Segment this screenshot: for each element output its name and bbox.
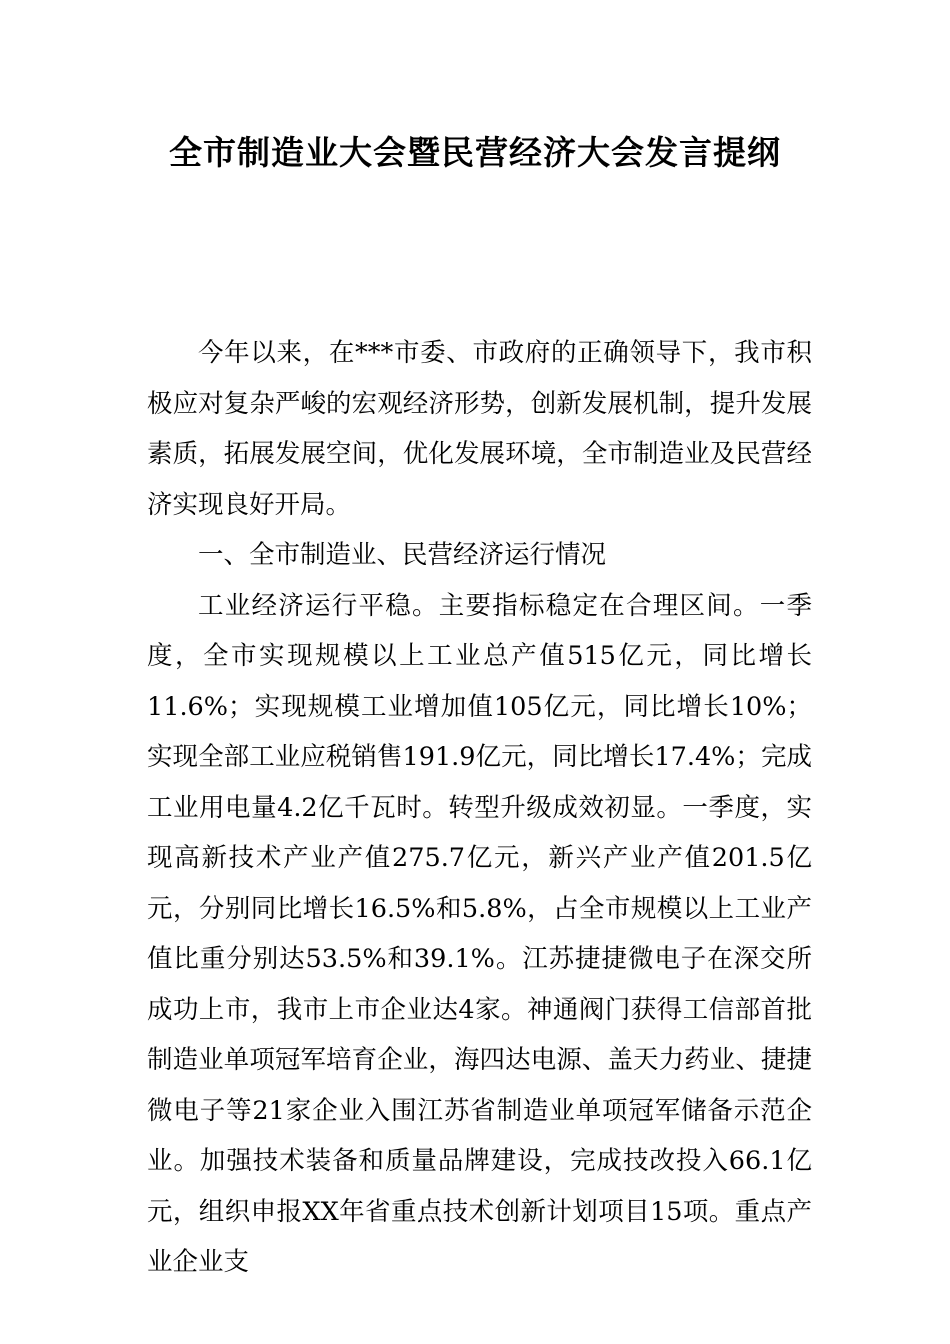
- document-body: [147, 328, 812, 1288]
- document-title: 全市制造业大会暨民营经济大会发言提纲: [169, 133, 781, 172]
- section-heading: 一、全市制造业、民营经济运行情况: [198, 540, 607, 570]
- paragraph-intro: 今年以来，在***市委、市政府的正确领导下，我市积极应对复杂严峻的宏观经济形势，创新发展机制，提升发展素质，拓展发展空间，优化发展环境，全市制造业及民营经济实现良好开局。: [147, 338, 812, 520]
- paragraph-industrial-economy: 工业经济运行平稳。主要指标稳定在合理区间。一季度，全市实现规模以上工业总产值515亿元，同比增长11.6%；实现规模工业增加值105亿元，同比增长10%；实现全部工业应税销售191.9亿元，同比增长17.4%；完成工业用电量4.2亿千瓦时。转型升级成效初显。一季度，实现高新技术产业产值275.7亿元，新兴产业产值201.5亿元，分别同比增长16.5%和5.8%，占全市规模以上工业产值比重分别达53.5%和39.1%。江苏捷捷微电子在深交所成功上市，我市上市企业达4家。神通阀门获得工信部首批制造业单项冠军培育企业，海四达电源、盖天力药业、捷捷微电子等21家企业入围江苏省制造业单项冠军储备示范企业。加强技术装备和质量品牌建设，完成技改投入66.1亿元，组织申报XX年省重点技术创新计划项目15项。重点产业企业支: [147, 590, 812, 1277]
